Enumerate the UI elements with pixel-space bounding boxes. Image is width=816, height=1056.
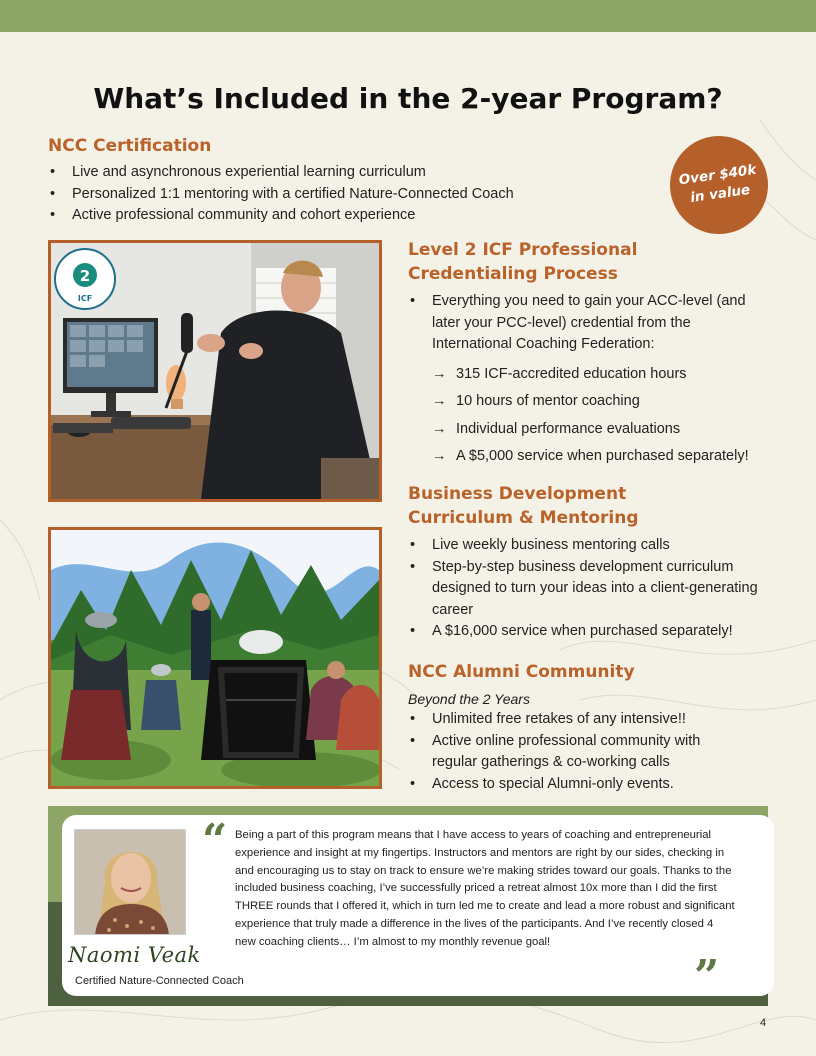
testimonial-role: Certified Nature-Connected Coach [75,975,244,987]
icf-heading-line-2: Credentialing Process [408,264,618,284]
list-item: • Unlimited free retakes of any intensive!! [408,709,748,731]
alumni-list [408,709,748,795]
testimonial-signature: Naomi Veak [68,943,201,967]
ncc-certification-heading: NCC Certification [48,136,212,156]
alumni-heading: NCC Alumni Community [408,662,635,682]
list-item: • Active professional community and cohort experience [48,205,668,227]
open-quote-icon: “ [202,815,228,866]
close-quote-icon: ” [694,951,720,1002]
business-development-section [408,482,778,643]
list-item: • Live and asynchronous experiential learning curriculum [48,162,668,184]
list-item: → A $5,000 service when purchased separately! [408,446,788,474]
business-heading-line-2: Curriculum & Mentoring [408,508,639,528]
icf-seal-text: ICF [77,294,93,303]
ncc-certification-section [48,134,668,227]
list-item: • Personalized 1:1 mentoring with a certified Nature-Connected Coach [48,184,668,206]
list-item: → 10 hours of mentor coaching [408,391,788,419]
alumni-subheading: Beyond the 2 Years [408,691,530,707]
top-accent-bar [0,0,816,32]
testimonial-quote: Being a part of this program means that I have access to years of coaching and entrepreneurial experience and insight at my fingertips. Instructors and mentors are right by our sides, checking in and encouraging us to stay on track to ensure we’re making strides toward our goals. Thanks to the included business coaching, I’ve successfully priced a retreat almost 10x more than I did the first THREE rounds that I offered it, which in turn led me to create and lead a more robust and significant experience that truly made a difference in the lives of the participants. And I’ve recently closed 4 new coaching clients… I’m almost to my monthly revenue goal! [235,829,735,948]
list-item: • A $16,000 service when purchased separately! [408,621,763,643]
value-badge [664,130,775,241]
icf-seal-number: 2 [79,267,91,285]
page-number: 4 [760,1017,767,1029]
list-item: • Access to special Alumni-only events. [408,774,748,796]
coaching-session-photo [48,240,382,502]
icf-sublist [408,364,788,474]
outdoor-group-photo [48,527,382,789]
list-item: • Everything you need to gain your ACC-level (and later your PCC-level) credential from the International Coaching Federation: [408,291,768,356]
icf-list [408,291,768,356]
list-item: • Live weekly business mentoring calls [408,535,763,557]
badge-line-2: in value [689,181,752,207]
icf-heading-line-1: Level 2 ICF Professional [408,240,638,260]
list-item: → 315 ICF-accredited education hours [408,364,788,392]
alumni-section [408,660,778,795]
badge-line-1: Over $40k [677,161,758,189]
business-list [408,535,763,643]
list-item: • Step-by-step business development curriculum designed to turn your ideas into a client-generating career [408,557,763,622]
icf-section [408,238,788,474]
ncc-certification-list [48,162,668,227]
testimonial-card [62,815,774,1002]
business-heading-line-1: Business Development [408,484,627,504]
list-item: → Individual performance evaluations [408,419,788,447]
testimonial-portrait [74,829,186,935]
page-title: What’s Included in the 2-year Program? [93,82,723,115]
list-item: • Active online professional community with regular gatherings & co-working calls [408,731,748,774]
